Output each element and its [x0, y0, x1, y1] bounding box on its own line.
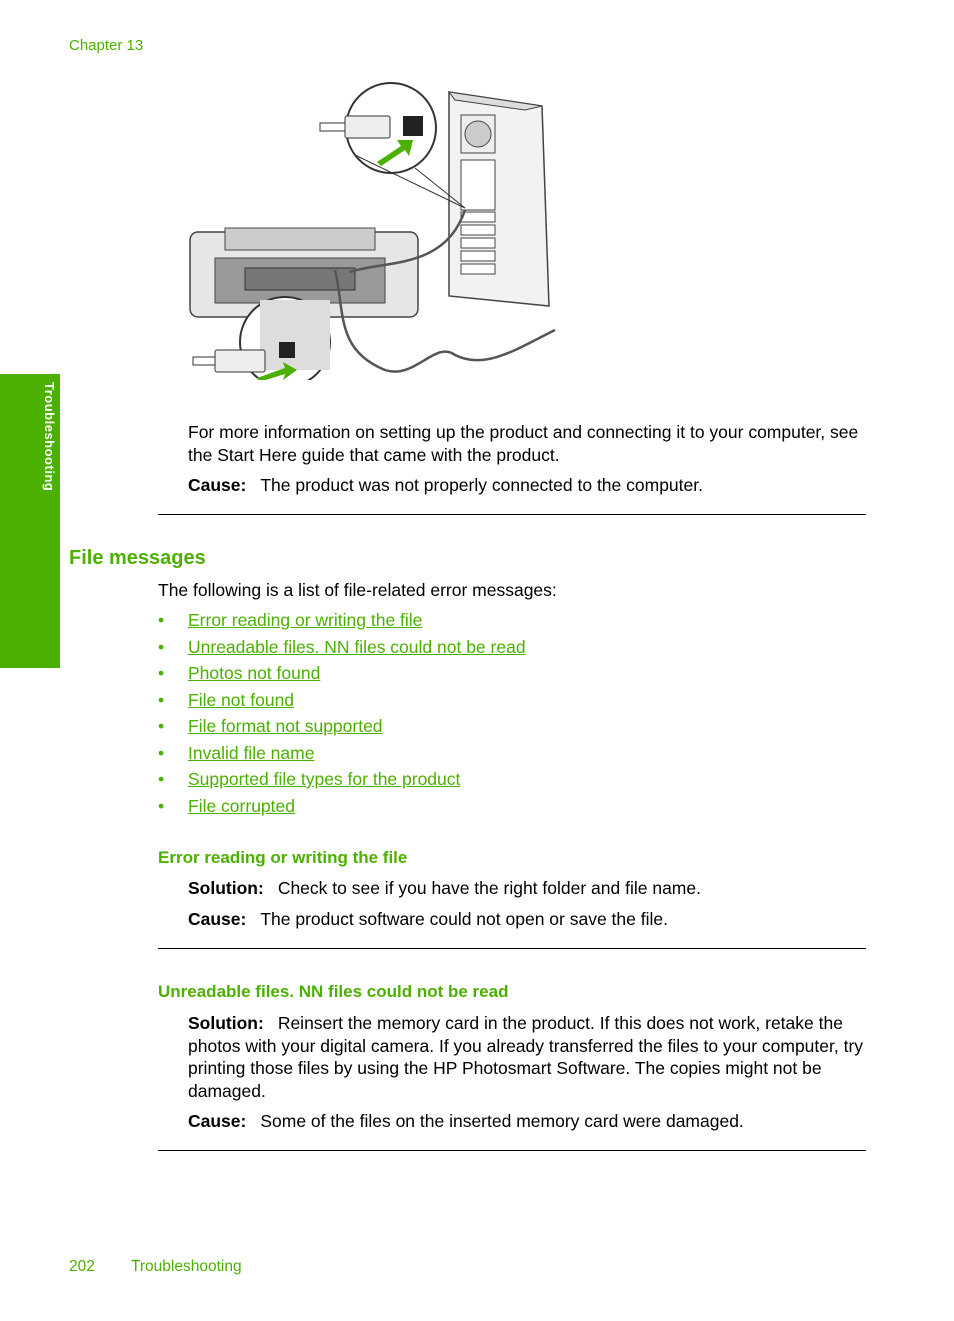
- list-item: [158, 636, 526, 663]
- bullet: •: [158, 689, 165, 710]
- bullet: •: [158, 663, 165, 683]
- bullet: •: [158, 769, 165, 789]
- cause-text: The product software could not open or save the file.: [260, 909, 668, 929]
- bullet: •: [158, 636, 165, 657]
- solution-text: Check to see if you have the right folder and file name.: [277, 878, 701, 898]
- link-photos-not-found[interactable]: Photos not found: [188, 663, 321, 683]
- link-file-not-found[interactable]: File not found: [188, 689, 295, 710]
- bullet: •: [158, 795, 165, 816]
- divider: [158, 514, 866, 515]
- error-reading-cause: [188, 908, 868, 931]
- file-messages-intro: The following is a list of file-related error messages:: [158, 580, 557, 600]
- error-reading-solution: [188, 877, 868, 900]
- list-item: [158, 662, 526, 689]
- file-messages-list: [158, 609, 526, 821]
- computer-port-zoom: [320, 83, 465, 208]
- unreadable-cause: [188, 1110, 868, 1133]
- divider: [158, 948, 866, 949]
- cause-label: Cause:: [188, 909, 247, 929]
- footer-section: Troubleshooting: [131, 1258, 242, 1275]
- cause-text: Some of the files on the inserted memory card were damaged.: [260, 1111, 744, 1131]
- bullet: •: [158, 716, 165, 736]
- usb-connection-illustration: [185, 80, 557, 380]
- page-number: 202: [69, 1258, 95, 1275]
- list-item: [158, 609, 526, 636]
- cause-text: The product was not properly connected to the computer.: [260, 475, 703, 495]
- chapter-label: Chapter 13: [69, 37, 144, 54]
- file-messages-heading: File messages: [69, 547, 206, 569]
- cause-label: Cause:: [188, 475, 247, 495]
- link-invalid-file-name[interactable]: Invalid file name: [188, 742, 315, 763]
- side-tab-label: Troubleshooting: [42, 382, 57, 492]
- list-item: [158, 795, 526, 822]
- solution-label: Solution:: [188, 1013, 264, 1033]
- unreadable-heading: Unreadable files. NN files could not be read: [158, 982, 509, 1001]
- link-file-corrupted[interactable]: File corrupted: [188, 795, 295, 816]
- list-item: [158, 715, 526, 742]
- link-file-format-not-supported[interactable]: File format not supported: [188, 716, 383, 736]
- list-item: [158, 742, 526, 769]
- link-unreadable-files[interactable]: Unreadable files. NN files could not be read: [188, 636, 526, 657]
- more-info-paragraph: For more information on setting up the product and connecting it to your computer, see the Start Here guide that came with the product.: [188, 422, 859, 465]
- list-item: [158, 768, 526, 795]
- divider: [158, 1150, 866, 1151]
- bullet: •: [158, 742, 165, 763]
- cause-paragraph: [188, 474, 868, 497]
- bullet: •: [158, 610, 165, 630]
- cause-label: Cause:: [188, 1111, 247, 1131]
- computer-tower-image: [449, 92, 549, 306]
- link-supported-file-types[interactable]: Supported file types for the product: [188, 769, 461, 789]
- solution-label: Solution:: [188, 878, 264, 898]
- list-item: [158, 689, 526, 716]
- error-reading-heading: Error reading or writing the file: [158, 848, 408, 867]
- solution-text: Reinsert the memory card in the product. If this does not work, retake the photos with your digital camera. If you already transferred the files to your computer, try printing those files by using the HP Photosmart Software. The copies might not be damaged.: [188, 1013, 864, 1101]
- link-error-reading[interactable]: Error reading or writing the file: [188, 610, 423, 630]
- unreadable-solution: [188, 1012, 868, 1102]
- side-tab: [0, 374, 60, 668]
